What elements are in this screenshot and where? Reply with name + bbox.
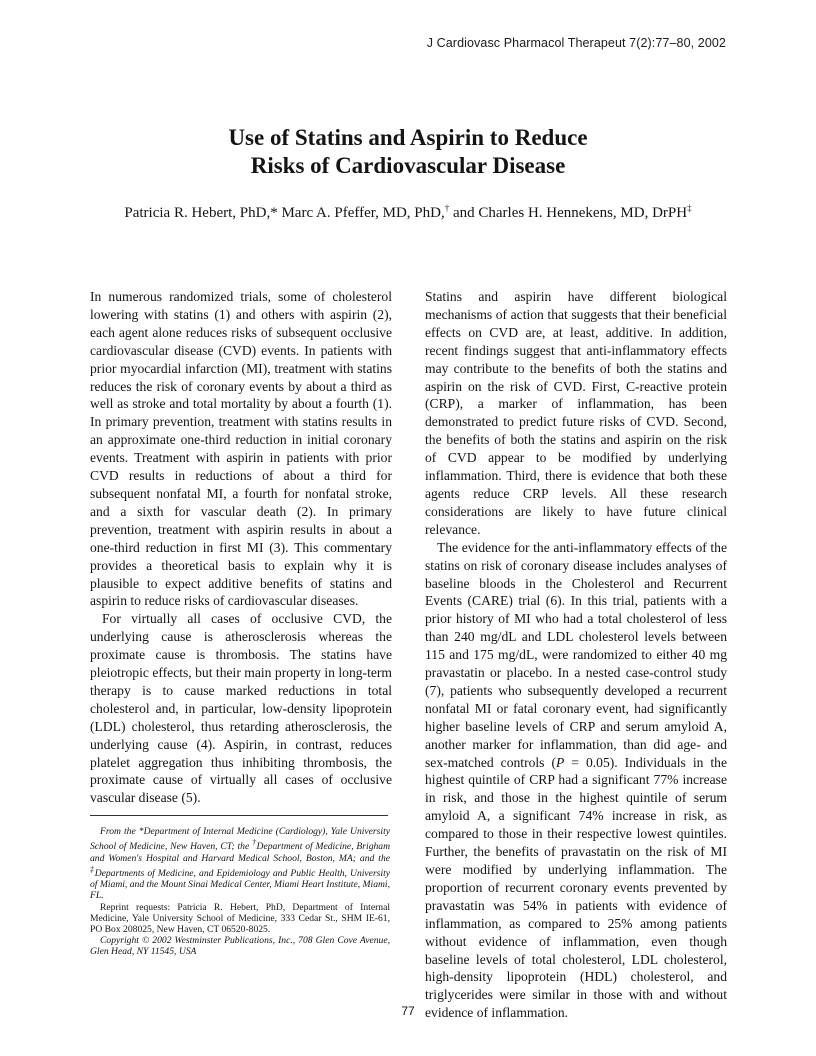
footnote-copyright: Copyright © 2002 Westminster Publications, Inc., 708 Glen Cove Avenue, Glen Head, NY 11545, USA (90, 935, 390, 958)
footnote-divider (90, 815, 388, 816)
author-pfeffer-mark: † (444, 203, 450, 213)
right-paragraph-2-part-1: The evidence for the anti-inflammatory effects of the statins on risk of coronary disease includes analyses of baseline bloods in the Cholesterol and Recurrent Events (CARE) trial (6). In this trial, patients with a prior history of MI who had a total cholesterol of less than 240 mg/dL and LDL cholesterol levels between 115 and 175 mg/dL, were randomized to either 40 mg pravastatin or placebo. In a nested case-control study (7), patients who subsequently developed a recurrent nonfatal MI or fatal coronary event, had significantly higher baseline levels of CRP and serum amyloid A, another marker for inflammation, than did age- and sex-matched controls ( (425, 539, 727, 770)
author-hennekens-mark: ‡ (687, 203, 692, 213)
left-paragraph-2: For virtually all cases of occlusive CVD, the underlying cause is atherosclerosis whereas the proximate cause is thrombosis. The statins have pleiotropic effects, but their main property in long-term therapy is to cause marked reductions in total cholesterol and, in particular, low-density lipoprotein (LDL) cholesterol, thus retarding atherosclerosis, the underlying cause (4). Aspirin, in contrast, reduces platelet aggregation thus inhibiting thrombosis, the proximate cause of virtually all cases of occlusive vascular disease (5). (90, 611, 392, 806)
affiliation-miami: Departments of Medicine, and Epidemiology and Public Health, University of Miami, and the Mount Sinai Medical Center, Miami Heart Institute, Miami, FL. (90, 867, 391, 902)
author-pfeffer: Marc A. Pfeffer, MD, PhD, (281, 205, 445, 221)
article-title (0, 124, 816, 180)
double-dagger-mark: ‡ (90, 864, 95, 874)
left-paragraph-1: In numerous randomized trials, some of cholesterol lowering with statins (1) and others with aspirin (2), each agent alone reduces risks of subsequent occlusive cardiovascular disease (CVD) events. In patients with prior myocardial infarction (MI), treatment with statins reduces the risk of coronary events by about a third as well as stroke and total mortality by about a fourth (1). In primary prevention, treatment with statins results in an approximate one-third reduction in initial coronary events. Treatment with aspirin in patients with prior CVD results in reductions of about a third for subsequent nonfatal MI, a fourth for nonfatal stroke, and a sixth for vascular death (2). In primary prevention, treatment with aspirin results in about a one-third reduction in first MI (3). This commentary provides a theoretical basis to explain why it is plausible to expect additive benefits of statins and aspirin to reduce risks of cardiovascular diseases. (90, 289, 392, 609)
article-title-line-2: Risks of Cardiovascular Disease (250, 153, 566, 178)
right-paragraph-1: Statins and aspirin have different biological mechanisms of action that suggests that their beneficial effects on CVD are, at least, additive. In addition, recent findings suggest that anti-inflammatory effects may contribute to the benefits of both the statins and aspirin on the risk of CVD. First, C-reactive protein (CRP), a marker of inflammation, has been demonstrated to predict future risks of CVD. Second, the benefits of both the statins and aspirin on the risk of CVD appear to be modified by underlying inflammation. Third, there is evidence that both these agents reduce CRP levels. All these research considerations are likely to have future clinical relevance. (425, 289, 727, 537)
running-head: J Cardiovasc Pharmacol Therapeut 7(2):77–80, 2002 (426, 36, 726, 50)
dagger-mark: † (252, 838, 257, 848)
author-hennekens: and Charles H. Hennekens, MD, DrPH (452, 205, 688, 221)
affiliation-yale: From the *Department of Internal Medicine (Cardiology), Yale University School of Medicine, New Haven, CT; the (90, 826, 390, 853)
footnote-reprints: Reprint requests: Patricia R. Hebert, PhD, Department of Internal Medicine, Yale University School of Medicine, 333 Cedar St., SHM IE-61, PO Box 208025, New Haven, CT 06520-8025. (90, 901, 390, 935)
author-hebert: Patricia R. Hebert, PhD,* (124, 205, 278, 221)
article-title-line-1: Use of Statins and Aspirin to Reduce (228, 125, 588, 150)
author-list (0, 203, 816, 222)
p-value-symbol: P (556, 754, 565, 770)
affiliation-harvard: Department of Medicine, Brigham and Women's Hospital and Harvard Medical School, Boston, MA; and the (90, 841, 391, 864)
right-paragraph-2-part-2: = 0.05). Individuals in the highest quintile of CRP had a significant 77% increase in risk, and those in the highest quintile of serum amyloid A, a significant 74% increase in risk, as compared to those in their respective lowest quintiles. Further, the benefits of pravastatin on the risk of MI were modified by underlying inflammation. The proportion of recurrent coronary events prevented by pravastatin was 54% in patients with evidence of inflammation, as compared to 25% among patients without evidence of inflammation, even though baseline levels of total cholesterol, LDL cholesterol, high-density lipoprotein (HDL) cholesterol, and triglycerides were similar in those with and without evidence of inflammation. (425, 754, 727, 1021)
footnote-affiliations (90, 826, 390, 902)
footnotes (90, 826, 390, 958)
page-number: 77 (401, 1004, 415, 1018)
right-paragraph-2 (425, 539, 727, 1022)
left-column (90, 288, 392, 807)
right-column (425, 288, 727, 1022)
